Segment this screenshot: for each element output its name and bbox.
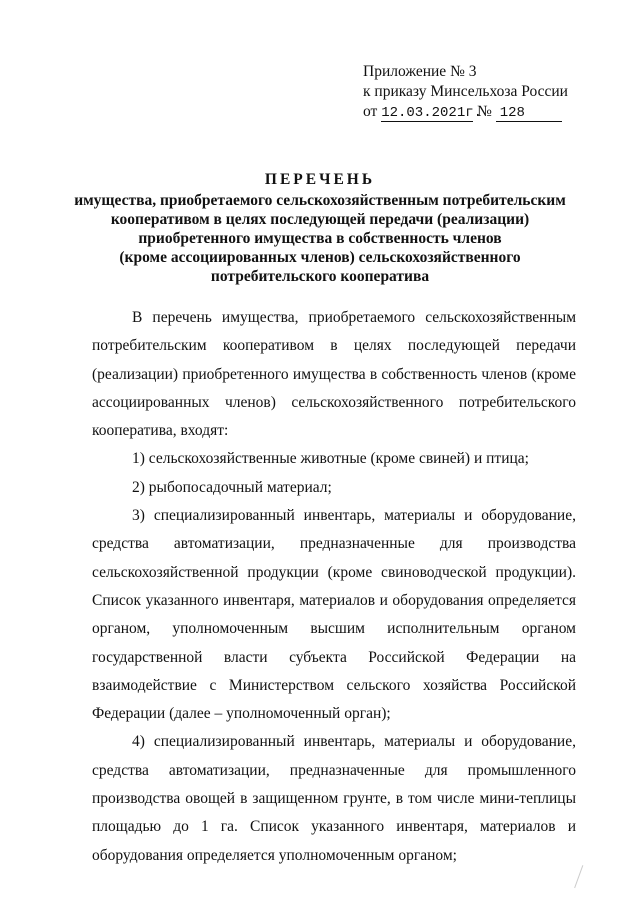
document-body [92,304,576,870]
appendix-title: Приложение № 3 [363,63,477,80]
title-line: (кроме ассоциированных членов) сельскохозяйственного [119,249,521,266]
appendix-block [363,62,568,122]
list-item: 4) специализированный инвентарь, материалы и оборудование, средства автоматизации, предназначенные для промышленного производства овощей в защищенном грунте, в том числе мини-теплицы площадью до 1 га. Список указанного инвентаря, материалов и оборудования определяется уполномоченным органом; [92,733,576,864]
from-label: от [363,103,378,120]
document-title [70,170,570,286]
list-item: 3) специализированный инвентарь, материалы и оборудование, средства автоматизации, предназначенные для производства сельскохозяйственной продукции (кроме свиноводческой продукции). Список указанного инвентаря, материалов и оборудования определяется органом, уполномоченным высшим исполнительным органом государственной власти субъекта Российской Федерации на взаимодействие с Министерством сельского хозяйства Российской Федерации (далее – уполномоченный орган); [92,507,576,723]
order-number: 128 [496,106,562,122]
title-line: кооперативом в целях последующей передачи (реализации) [110,211,530,228]
order-date: 12.03.2021г. [381,105,483,121]
appendix-date-line [363,102,568,122]
list-item: 2) рыбопосадочный материал; [132,478,332,496]
intro-paragraph: В перечень имущества, приобретаемого сельскохозяйственным потребительским кооперативом в целях последующей передачи (реализации) приобретенного имущества в собственность членов (кроме ассоциированных членов) сельскохозяйственного потребительского кооператива, входят: [92,309,576,440]
title-line: потребительского кооператива [210,268,430,285]
title-line: имущества, приобретаемого сельскохозяйственным потребительским [74,192,566,209]
title-heading: ПЕРЕЧЕНЬ [264,171,376,188]
appendix-order-ref: к приказу Минсельхоза России [363,83,568,100]
number-label: № [477,103,492,120]
title-line: приобретенного имущества в собственность членов [138,230,502,247]
scan-mark [574,865,591,891]
list-item: 1) сельскохозяйственные животные (кроме свиней) и птица; [132,450,529,468]
